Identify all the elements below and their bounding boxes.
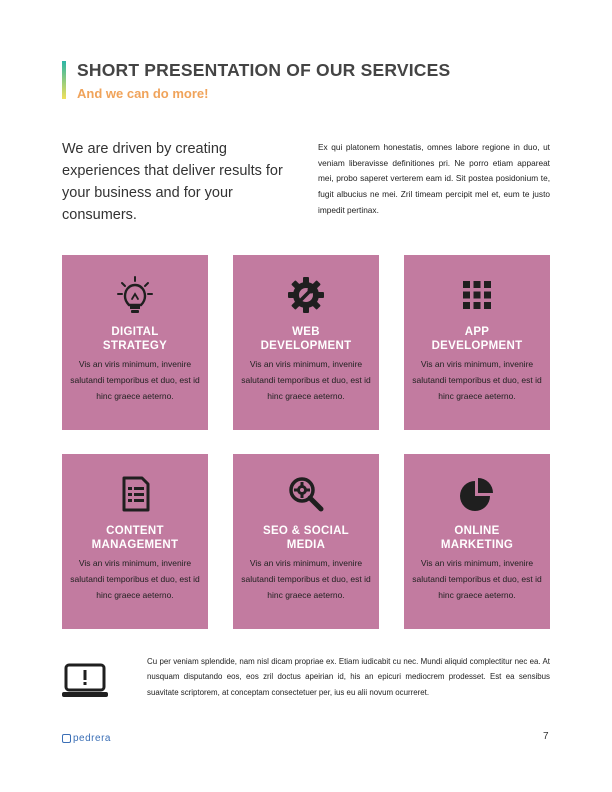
service-description: Vis an viris minimum, invenire salutandi temporibus et duo, est id hinc graece aeterno. — [412, 359, 542, 401]
gear-wrench-icon — [286, 275, 326, 315]
service-title: DIGITAL STRATEGY — [102, 326, 168, 352]
lightbulb-icon — [115, 275, 155, 315]
service-description: Vis an viris minimum, invenire salutandi temporibus et duo, est id hinc graece aeterno. — [70, 359, 200, 401]
service-card-digital-strategy — [62, 255, 208, 430]
service-description: Vis an viris minimum, invenire salutandi temporibus et duo, est id hinc graece aeterno. — [241, 558, 371, 600]
lead-paragraph: We are driven by creating experiences that deliver results for your business and for your consumers. — [62, 141, 283, 223]
services-grid — [62, 255, 550, 629]
service-card-content-management — [62, 454, 208, 629]
brand-name: pedrera — [73, 733, 111, 744]
service-description: Vis an viris minimum, invenire salutandi temporibus et duo, est id hinc graece aeterno. — [241, 359, 371, 401]
service-title: WEB DEVELOPMENT — [260, 326, 352, 352]
intro-paragraph: Ex qui platonem honestatis, omnes labore regione in duo, ut veniam liberavisse definitiones pri. Ne porro etiam appareat mei, probo saperet verterem eam id. Sit postea posidonium te, fugit albucius ne mei. Zril timeam percipit mel et, eum te justo impedit pertinax. — [318, 142, 550, 215]
page-subtitle: And we can do more! — [77, 86, 209, 101]
service-card-seo-social-media — [233, 454, 379, 629]
service-card-online-marketing — [404, 454, 550, 629]
service-title: APP DEVELOPMENT — [431, 326, 523, 352]
service-title: ONLINE MARKETING — [440, 525, 514, 551]
page-title: SHORT PRESENTATION OF OUR SERVICES — [77, 60, 451, 80]
footer-paragraph: Cu per veniam splendide, nam nisl dicam propriae ex. Etiam iudicabit cu nec. Mundi aliquid complectitur nec ea. At nusquam disputando eos, eos zril doctus apeirian id, his an epicuri mediocrem prodesset. Est ea sensibus suavitate scriptorem, at conceptam consectetuer per, ius eu alii novum ocurreret. — [147, 657, 550, 697]
app-grid-icon — [457, 275, 497, 315]
service-card-app-development — [404, 255, 550, 430]
page-number: 7 — [543, 731, 549, 742]
laptop-alert-icon — [62, 663, 108, 699]
document-icon — [115, 474, 155, 514]
pie-chart-icon — [457, 474, 497, 514]
service-title: SEO & SOCIAL MEDIA — [262, 525, 350, 551]
service-title: CONTENT MANAGEMENT — [91, 525, 179, 551]
brand-mark-icon — [62, 734, 71, 743]
service-description: Vis an viris minimum, invenire salutandi temporibus et duo, est id hinc graece aeterno. — [412, 558, 542, 600]
magnifier-gear-icon — [286, 474, 326, 514]
service-card-web-development — [233, 255, 379, 430]
brand-logo — [62, 733, 111, 744]
service-description: Vis an viris minimum, invenire salutandi temporibus et duo, est id hinc graece aeterno. — [70, 558, 200, 600]
title-accent-bar — [62, 61, 66, 99]
